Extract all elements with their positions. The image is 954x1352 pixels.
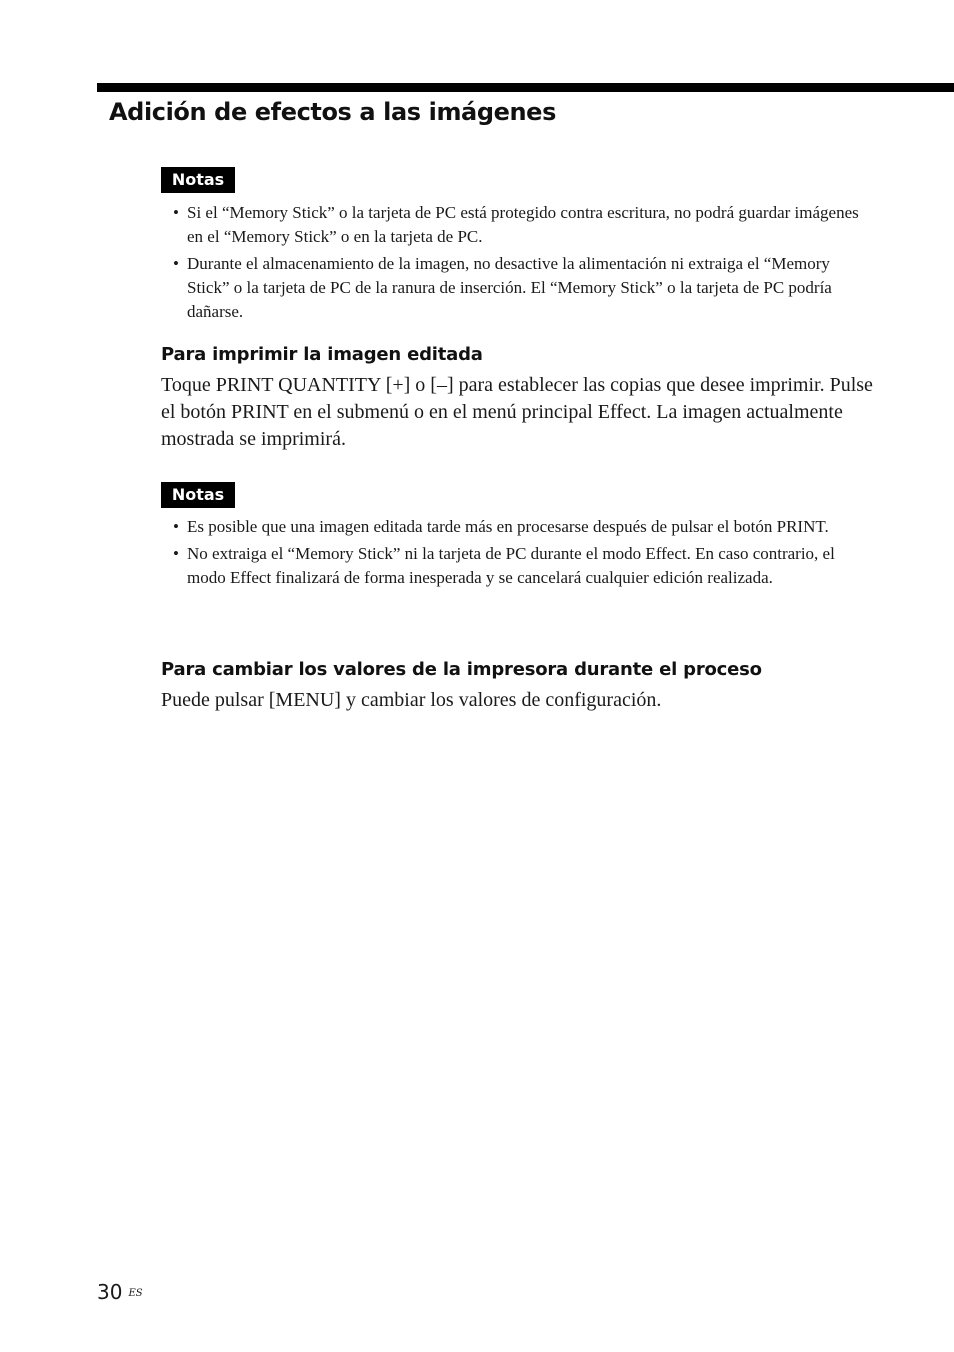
note-item [170, 542, 870, 590]
page-number: 30 [97, 1280, 123, 1304]
bullet-icon: • [173, 544, 179, 563]
notes-badge: Notas [161, 167, 235, 193]
bullet-icon: • [173, 203, 179, 222]
print-heading: Para imprimir la imagen editada [161, 344, 483, 365]
bullet-icon: • [173, 254, 179, 273]
print-body: Toque PRINT QUANTITY [+] o [–] para establecer las copias que desee imprimir. Pulse el botón PRINT en el submenú o en el menú principal Effect. La imagen actualmente mostrada se imprimirá. [161, 374, 873, 450]
note-item [170, 201, 870, 249]
note-text: Si el “Memory Stick” o la tarjeta de PC está protegido contra escritura, no podrá guardar imágenes en el “Memory Stick” o en la tarjeta de PC. [187, 203, 859, 246]
notes-badge: Notas [161, 482, 235, 508]
page-footer [97, 1278, 143, 1306]
language-code: ES [128, 1288, 143, 1299]
bullet-icon: • [173, 517, 179, 536]
note-item [170, 252, 870, 324]
settings-heading: Para cambiar los valores de la impresora durante el proceso [161, 659, 762, 680]
title-rule [97, 83, 954, 92]
note-text: Es posible que una imagen editada tarde más en procesarse después de pulsar el botón PRINT. [187, 517, 829, 536]
settings-body: Puede pulsar [MENU] y cambiar los valores de configuración. [161, 689, 662, 711]
note-text: No extraiga el “Memory Stick” ni la tarjeta de PC durante el modo Effect. En caso contrario, el modo Effect finalizará de forma inesperada y se cancelará cualquier edición realizada. [187, 544, 835, 587]
note-text: Durante el almacenamiento de la imagen, no desactive la alimentación ni extraiga el “Memory Stick” o la tarjeta de PC de la ranura de inserción. El “Memory Stick” o la tarjeta de PC podría dañarse. [187, 254, 832, 321]
page-title: Adición de efectos a las imágenes [109, 98, 556, 126]
notes-list-2 [170, 515, 870, 593]
notes-list-1 [170, 201, 870, 327]
note-item [170, 515, 870, 539]
